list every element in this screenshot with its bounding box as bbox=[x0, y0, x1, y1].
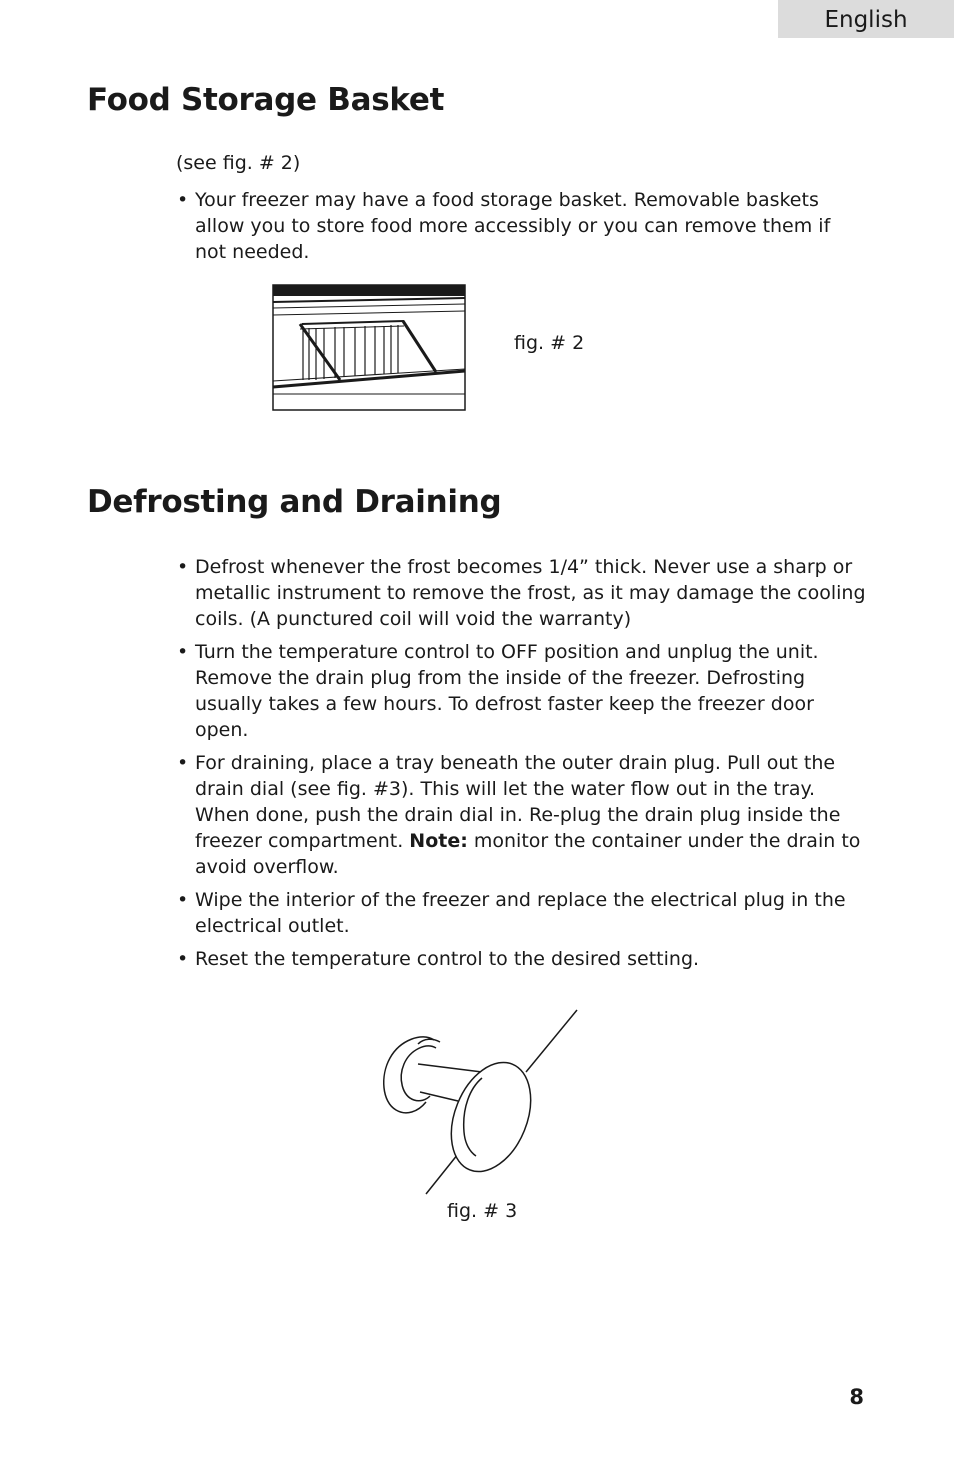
figure-2-caption: fig. # 2 bbox=[514, 332, 585, 354]
food-storage-bullets bbox=[176, 187, 866, 265]
figure-2-basket-illustration bbox=[272, 284, 466, 412]
section-title-defrosting: Defrosting and Draining bbox=[87, 484, 502, 520]
bullet-item-draining bbox=[176, 750, 866, 880]
bullet-item: • Turn the temperature control to OFF position and unplug the unit. Remove the drain plug from the inside of the freezer. Defrosting usually takes a few hours. To defrost faster keep the freezer door open. bbox=[176, 639, 866, 743]
bullet-item: • Defrost whenever the frost becomes 1/4” thick. Never use a sharp or metallic instrument to remove the frost, as it may damage the cooling coils. (A punctured coil will void the warranty) bbox=[176, 554, 866, 632]
draining-text: For draining, place a tray beneath the outer drain plug. Pull out the drain dial (see fig. #3). This will let the water flow out in the tray. When done, push the drain dial in. Re-plug the drain plug inside the freezer compartment. bbox=[195, 752, 841, 852]
defrosting-bullets bbox=[176, 554, 866, 979]
figure-3-drain-dial-illustration bbox=[378, 1006, 582, 1198]
note-label: Note: bbox=[409, 830, 468, 852]
see-figure-reference: (see fig. # 2) bbox=[176, 152, 301, 174]
page-number: 8 bbox=[849, 1385, 864, 1409]
bullet-item: • Your freezer may have a food storage basket. Removable baskets allow you to store food more accessibly or you can remove them if not needed. bbox=[176, 187, 866, 265]
section-title-food-storage: Food Storage Basket bbox=[87, 82, 445, 118]
bullet-item: • Reset the temperature control to the desired setting. bbox=[176, 946, 866, 972]
language-label: English bbox=[824, 7, 908, 33]
bullet-item: • Wipe the interior of the freezer and replace the electrical plug in the electrical outlet. bbox=[176, 887, 866, 939]
figure-3-caption: fig. # 3 bbox=[447, 1200, 518, 1222]
language-tab bbox=[778, 0, 954, 38]
note-text: monitor the container under the drain to avoid overflow. bbox=[195, 830, 861, 878]
